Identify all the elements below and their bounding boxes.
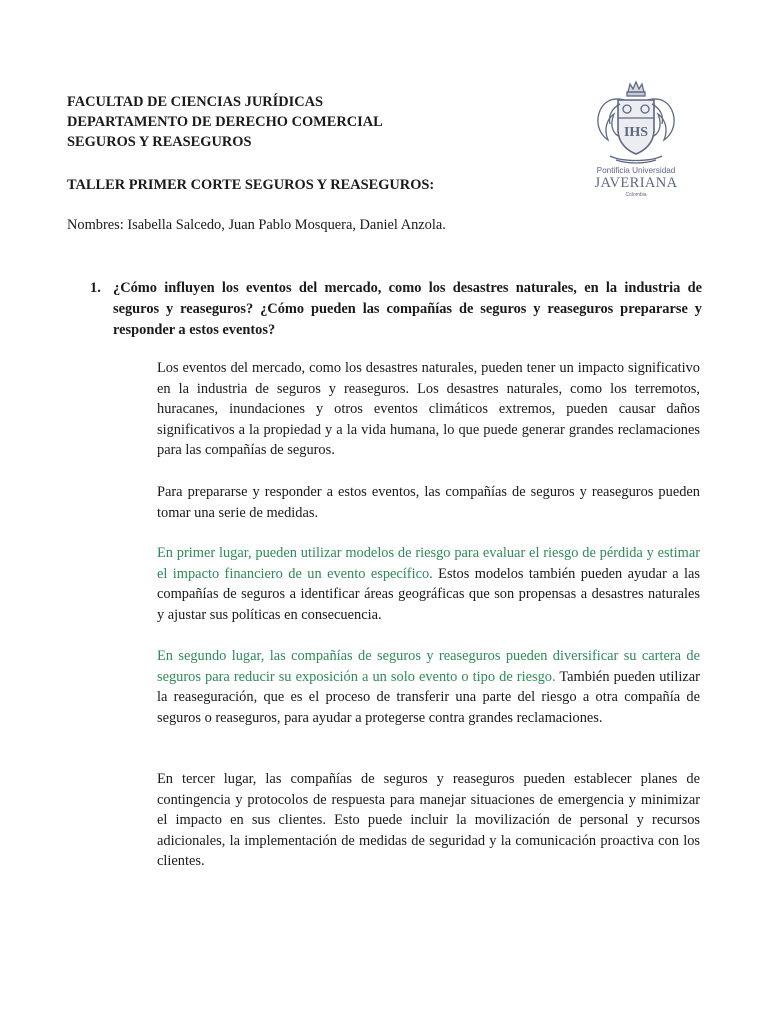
paragraph-text: Estos modelos también pueden ayudar a las compañías de seguros a identificar áreas geográficas que son propensas a desastres naturales y ajustar sus políticas en consecuencia. bbox=[157, 565, 700, 623]
university-logo bbox=[590, 78, 682, 202]
answer-paragraph-1: Los eventos del mercado, como los desastres naturales, pueden tener un impacto significativo en la industria de seguros y reaseguros. Los desastres naturales, como los terremotos, huracanes, inundaciones y otros eventos climáticos extremos, pueden causar daños significativos a la propiedad y a la vida humana, lo que puede generar grandes reclamaciones para las compañías de seguros. bbox=[157, 360, 700, 458]
question-1 bbox=[90, 278, 702, 341]
logo-wordmark: JAVERIANA bbox=[594, 175, 678, 191]
logo-country: Colombia bbox=[625, 192, 647, 198]
answer-paragraph-2: Para prepararse y responder a estos eventos, las compañías de seguros y reaseguros pueden tomar una serie de medidas. bbox=[157, 484, 700, 521]
highlighted-text: En primer lugar, pueden utilizar modelos de riesgo para evaluar el riesgo de pérdida y estimar el impacto financiero de un evento específico. bbox=[157, 545, 700, 582]
document-header bbox=[67, 92, 567, 152]
course-name: SEGUROS Y REASEGUROS bbox=[67, 134, 252, 150]
faculty-name: FACULTAD DE CIENCIAS JURÍDICAS bbox=[67, 94, 324, 110]
svg-text:IHS: IHS bbox=[623, 125, 649, 140]
highlighted-text: En segundo lugar, las compañías de seguros y reaseguros pueden diversificar su cartera de seguros para reducir su exposición a un solo evento o tipo de riesgo. bbox=[157, 648, 700, 685]
paragraph-text: También pueden utilizar la reaseguración, que es el proceso de transferir una parte del riesgo a otra compañía de seguros o reaseguros, para ayudar a protegerse contra grandes reclamaciones. bbox=[157, 668, 700, 726]
logo-subtitle: Pontificia Universidad bbox=[596, 166, 676, 175]
workshop-title: TALLER PRIMER CORTE SEGUROS Y REASEGUROS: bbox=[67, 177, 435, 193]
student-names: Nombres: Isabella Salcedo, Juan Pablo Mosquera, Daniel Anzola. bbox=[67, 217, 446, 233]
question-number: 1. bbox=[90, 280, 101, 296]
department-name: DEPARTAMENTO DE DERECHO COMERCIAL bbox=[67, 114, 383, 130]
answer-paragraph-4 bbox=[157, 646, 700, 728]
answer-paragraph-3 bbox=[157, 543, 700, 625]
coat-of-arms-icon bbox=[590, 78, 682, 166]
answer-paragraph-5: En tercer lugar, las compañías de seguros y reaseguros pueden establecer planes de contingencia y protocolos de respuesta para manejar situaciones de emergencia y minimizar el impacto en sus clientes. Esto puede incluir la movilización de personal y recursos adicionales, la implementación de medidas de seguridad y la comunicación proactiva con los clientes. bbox=[157, 771, 700, 869]
question-text: ¿Cómo influyen los eventos del mercado, como los desastres naturales, en la industria de seguros y reaseguros? ¿Cómo pueden las compañías de seguros y reaseguros prepararse y responder a estos eventos? bbox=[113, 280, 702, 338]
